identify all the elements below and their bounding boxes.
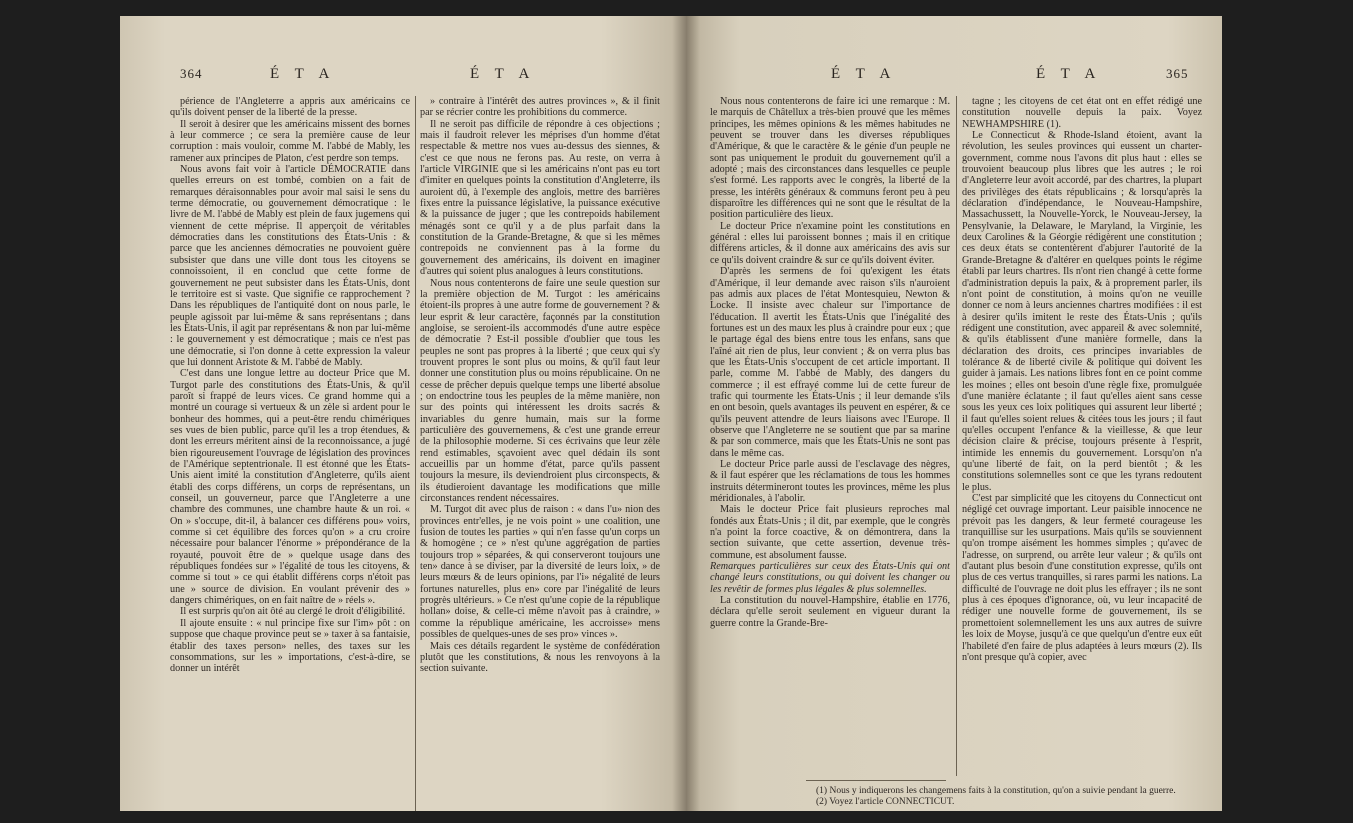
- paragraph: La constitution du nouvel-Hampshire, établie en 1776, déclara qu'elle seroit seulement en vigueur durant la guerre contre la Grande-Bre-: [710, 595, 950, 629]
- paragraph: Nous nous contenterons de faire ici une remarque : M. le marquis de Châtellux a très-bien prouvé que les mêmes principes, les mêmes opinions & les mêmes habitudes ne peuvent se trouver dans les diverses républiques d'Amérique, & que le caractère & le génie d'un peuple ne sont pas uniquement le produit du gouvernement qu'il a adopté ; mais des circonstances dans lesquelles ce peuple s'est formé. Les rapports avec le congrès, la liberté de la presse, les intérêts généraux & communs feront peu à peu disparoître les différences qui ne sont que le résultat de la position particulière des lieux.: [710, 96, 950, 221]
- section-heading: Remarques particulières sur ceux des États-Unis qui ont changé leurs constitutions, ou qui doivent les changer ou les revêtir de formes plus légales & plus solemnelles.: [710, 561, 950, 595]
- paragraph: Il ne seroit pas difficile de répondre à ces objections ; mais il faudroit relever les méprises d'un homme d'état respectable & mettre nos vues au-dessus des siennes, & c'est ce que nous ne ferons pas. Au reste, on verra à l'article VIRGINIE que si les américains n'ont pas eu tort d'imiter en quelques points la constitution d'Angleterre, ils auroient dû, à l'exemple des anglois, mettre des barrières fixes entre la puissance législative, la puissance exécutive & la puissance de juger ; que les contrepoids habilement ménagés sont ce qu'il y a de plus parfait dans la constitution de la Grande-Bretagne, & que si les mêmes contrepoids ne conviennent pas à la forme du gouvernement des américains, ils doivent en imaginer d'autres qui soient plus analogues à leurs constitutions.: [420, 118, 660, 278]
- paragraph: périence de l'Angleterre a appris aux américains ce qu'ils doivent penser de la liberté de la presse.: [170, 96, 410, 119]
- paragraph: Nous nous contenterons de faire une seule question sur la première objection de M. Turgot : les américains étoient-ils propres à une autre forme de gouvernement ? & leur esprit & leur caractère, façonnés par la constitution angloise, se seroient-ils accommodés d'une autre espèce de démocratie ? Est-il possible d'oublier que tous les peuples ne sont pas propres à la liberté ; que ceux qui s'y trouvent propres le sont plus ou moins, & qu'il faut leur donner une constitution plus ou moins républicaine. On ne cesse de prêcher depuis quelque temps une liberté absolue ; on endoctrine tous les peuples de la même manière, non sur des points qui intéressent les droits sacrés & invariables du genre humain, mais sur la forme particulière des gouvernemens, & c'est une grande erreur de la philosophie moderne. Si ces écrivains que leur zèle rend estimables, sçavoient avec quel dédain ils sont accueillis par un homme d'état, parce qu'ils passent toujours la mesure, ils deviendroient plus circonspects, & ils étudieroient davantage les modifications que mille circonstances rendent nécessaires.: [420, 277, 660, 505]
- paragraph: tagne ; les citoyens de cet état ont en effet rédigé une constitution nouvelle depuis la paix. Voyez NEWHAMPSHIRE (1).: [962, 96, 1202, 130]
- running-head: É T A: [1036, 66, 1102, 82]
- running-head: É T A: [270, 66, 336, 82]
- text-column: [420, 96, 660, 808]
- paragraph: Mais ces détails regardent le système de confédération plutôt que les constitutions, & nous les renvoyons à la section suivante.: [420, 640, 660, 675]
- paragraph: » contraire à l'intérêt des autres provinces », & il finit par se récrier contre les prohibitions du commerce.: [420, 96, 660, 119]
- paragraph: Le docteur Price parle aussi de l'esclavage des nègres, & il faut espérer que les réclamations de tous les hommes instruits détermineront toutes les provinces, même les plus méridionales, à l'abolir.: [710, 459, 950, 505]
- footnotes: [816, 786, 1206, 808]
- footnote-rule: [806, 780, 946, 781]
- text-column: [170, 96, 410, 808]
- page-number: 365: [1166, 66, 1189, 81]
- right-page: [686, 16, 1222, 811]
- paragraph: C'est dans une longue lettre au docteur Price que M. Turgot parle des constitutions des États-Unis, & qu'il paroît si frappé de leurs vices. Ce grand homme qui a montré un courage si vertueux & un zèle si ardent pour le bonheur des hommes, qui a peut-être rendu chimériques ses vues de bien public, parce qu'il les a trop étendues, & dont les erreurs méritent ainsi de la reconnoissance, a jugé bien rigoureusement l'ouvrage de législation des provinces de l'Amérique septentrionale. Il est étonné que les États-Unis aient imité la constitution d'Angleterre, qu'ils aient établi des corps différens, un corps de représentans, un conseil, un gouverneur, parce que l'Angleterre a une chambre des communes, une chambre haute & un roi. « On » s'occupe, dit-il, à balancer ces différens pou» voirs, comme si cet équilibre des forces qu'on » a cru croire nécessaire pour balancer l'énorme » prépondérance de la royauté, pouvoit être de » quelque usage dans des républiques fondées sur » l'égalité de tous les citoyens, & comme si tout » ce qui établit différens corps n'étoit pas une » source de division. En voulant prévenir des » dangers chimériques, on en fait naître de » réels ».: [170, 368, 410, 607]
- paragraph: Il est surpris qu'on ait ôté au clergé le droit d'éligibilité.: [180, 606, 406, 618]
- book-gutter: [672, 16, 700, 811]
- paragraph: C'est par simplicité que les citoyens du Connecticut ont négligé cet ouvrage important. Leur paisible innocence ne prévoit pas les dangers, & leur fermeté courageuse les tranquillise sur les usurpations. Mais qu'ils se souviennent qu'on trompe aisément les hommes simples ; qu'avec de l'adresse, on surprend, ou arrête leur valeur ; & qu'ils ont d'autant plus besoin d'une constitution expresse, qu'ils ont plus de ces vertus tranquilles, si rares parmi les nations. La difficulté de l'ouvrage ne doit plus les effrayer ; ils ne sont plus à ces époques d'ignorance, où, vu leur incapacité de rédiger une nouvelle forme de gouvernement, ils se promettoient solemnellement les uns aux autres de suivre les loix de Moyse, jusqu'à ce que quelqu'un d'entre eux eût l'habileté d'en faire de plus adaptées à leurs mœurs (2). Ils n'ont presque qu'à copier, avec: [962, 493, 1202, 663]
- column-rule: [956, 96, 957, 776]
- paragraph: Il ajoute ensuite : « nul principe fixe sur l'im» pôt : on suppose que chaque province peut se » taxer à sa fantaisie, établir des taxes person» nelles, des taxes sur les consommations, sur les » importations, c'est-à-dire, se donner un intérêt: [170, 617, 410, 675]
- paragraph: Le Connecticut & Rhode-Island étoient, avant la révolution, les seules provinces qui eussent un charter-government, comme nous l'avons dit plus haut : elles se trouvoient beaucoup plus libres que les autres ; le roi d'Angleterre leur avoit accordé, par des chartres, la plupart des privilèges des états républicains ; & lorsqu'après la déclaration d'indépendance, le Nouveau-Hampshire, Massachussett, la Nouvelle-Yorck, le Nouveau-Jersey, la Pensylvanie, la Delaware, le Maryland, la Virginie, les deux Carolines & la Géorgie rédigèrent une constitution ; ces deux états se contentèrent d'abjurer l'autorité de la Grande-Bretagne & d'altérer en quelques points le régime établi par leurs chartres. Ils n'ont rien changé à cette forme d'administration depuis la paix, & à proprement parler, ils n'ont point de constitution, à moins qu'on ne veuille donner ce nom à leurs anciennes chartres modifiées : il est à desirer qu'ils imitent le reste des États-Unis ; qu'ils rédigent une constitution, avec appareil & avec solemnité, & qu'ils établissent d'une manière formelle, dans la déclaration des droits, ces principes invariables de tolérance & de liberté civile & politique qui doivent les guider à jamais. Les nations libres font en ce point comme les moines ; elles ont besoin d'une règle fixe, promulguée d'une manière éclatante ; il faut qu'elles aient sans cesse sous les yeux ces loix politiques qui assurent leur liberté ; il faut qu'elles soient relues & citées tous les jours ; il faut qu'elles occupent l'enfance & la vieillesse, & que leur décision claire & précise, toujours présente à l'esprit, intimide les ennemis du gouvernement. Lorsqu'on n'a qu'une liberté de fait, on la perd bientôt ; & les constitutions solemnelles sont ce que les tyrans redoutent le plus.: [962, 130, 1202, 493]
- paragraph: Nous avons fait voir à l'article DÉMOCRATIE dans quelles erreurs on est tombé, combien on a fait de remarques déraisonnables pour avoir mal saisi le sens du terme démocratie, ou gouvernement démocratique : le livre de M. l'abbé de Mably est plein de faux jugemens qui viennent de cette méprise. Il apperçoit de véritables démocraties dans les constitutions des États-Unis : & parce que les anciennes démocraties ne pouvoient guère subsister que dans une ville dont tous les citoyens se connoissoient, il en conclud que cette forme de gouvernement ne peut subsister dans les États-Unis, dont le territoire est si vaste. Que signifie ce rapprochement ? Dans les républiques de l'antiquité dont on nous parle, le peuple agissoit par lui-même & sans représentans ; dans les États-Unis, il agit par représentans & non par lui-même : le gouvernement y est démocratique ; mais ce n'est pas une démocratie, si l'on donne à cette expression la valeur que lui donnent Aristote & M. l'abbé de Mably.: [170, 164, 410, 368]
- paragraph: Le docteur Price n'examine point les constitutions en général : elles lui paroissent bonnes ; mais il en critique différens articles, & il donne aux américains des avis sur ce qu'ils doivent craindre & sur ce qu'ils doivent éviter.: [710, 220, 950, 266]
- text-column: [962, 96, 1202, 774]
- footnote: (2) Voyez l'article CONNECTICUT.: [816, 797, 955, 807]
- paragraph: D'après les sermens de foi qu'exigent les états d'Amérique, il leur demande avec raison s'ils n'auroient pas admis aux places de l'état Montesquieu, Newton & Locke. Il insiste avec chaleur sur l'importance de l'éducation. Il avertit les États-Unis que l'inégalité des fortunes est un des maux les plus à craindre pour eux ; que le partage égal des biens entre tous les enfans, sans que l'aîné ait rien de plus, leur convient ; & on verra plus bas que les États-Unis s'occupent de cet article important. Il parle, comme M. l'abbé de Mably, des dangers du commerce ; il est effrayé comme lui de cette fureur de trafic qui tourmente les États-Unis ; il leur demande s'ils en ont besoin, quels avantages ils peuvent en espérer, & ce qu'ils peuvent attendre de leurs liaisons avec l'Europe. Il observe que l'Angleterre ne se soutient que par sa marine & par son commerce, mais que les États-Unis ne sont pas dans le même cas.: [710, 266, 950, 459]
- left-page: [120, 16, 686, 811]
- text-column: [710, 96, 950, 774]
- running-head: É T A: [831, 66, 897, 82]
- paragraph: M. Turgot dit avec plus de raison : « dans l'u» nion des provinces entr'elles, je ne vois point » une coalition, une fusion de toutes les parties » qui n'en fasse qu'un corps un & homogène ; ce » n'est qu'une aggrégation de parties toujours trop » séparées, & qui conserveront toujours une ten» dance à se diviser, par la diversité de leurs loix, » de leurs mœurs & de leurs opinions, par l'i» négalité de leurs fortunes naturelles, plus en» core par l'inégalité de leurs progrès ultérieurs. » Ce n'est qu'une copie de la république hollan» doise, & celle-ci même n'avoit pas à craindre, » comme la république américaine, les accroisse» mens possibles de quelques-unes de ses pro» vinces ».: [420, 504, 660, 641]
- page-number: 364: [180, 66, 203, 81]
- footnote: (1) Nous y indiquerons les changemens faits à la constitution, qu'on a suivie pendant la guerre.: [816, 786, 1176, 796]
- column-rule: [415, 96, 416, 811]
- paragraph: Mais le docteur Price fait plusieurs reproches mal fondés aux États-Unis ; il dit, par exemple, que le congrès n'a point la force coactive, & on démontrera, dans la section suivante, que cette assertion, devenue très-commune, est absolument fausse.: [710, 504, 950, 561]
- paragraph: Il seroit à desirer que les américains missent des bornes à leur commerce ; ce sera la première cause de leur corruption : mais vouloir, comme M. l'abbé de Mably, les ramener aux principes de Platon, c'est perdre son temps.: [170, 118, 410, 164]
- running-head: É T A: [470, 66, 536, 82]
